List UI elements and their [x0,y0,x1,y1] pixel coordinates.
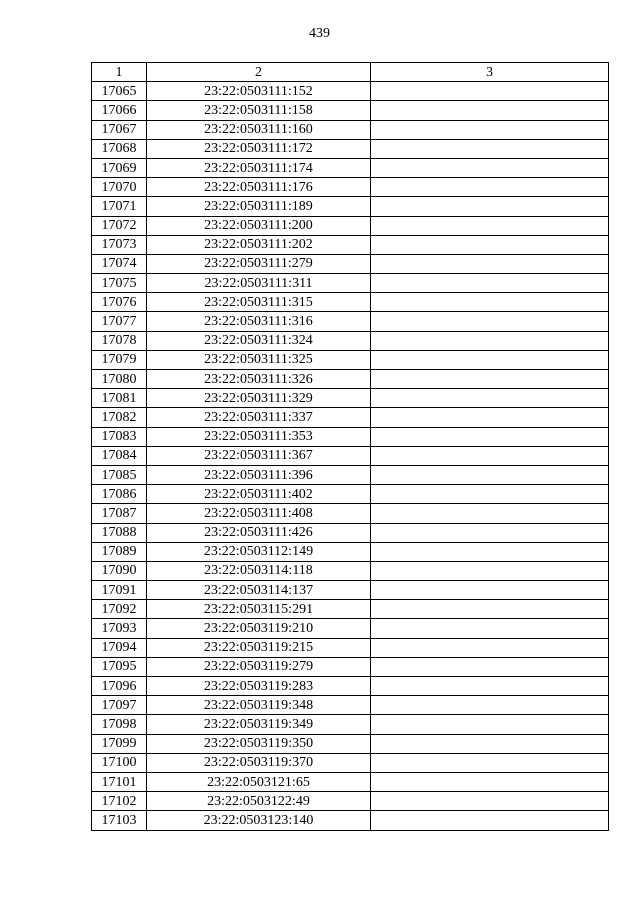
table-row [92,600,609,619]
cadastral-number-cell: 23:22:0503111:315 [147,293,371,312]
table-row [92,312,609,331]
note-cell [371,101,609,120]
note-cell [371,350,609,369]
row-number-cell: 17073 [92,235,147,254]
table-row [92,82,609,101]
row-number-cell: 17097 [92,696,147,715]
cadastral-number-cell: 23:22:0503119:349 [147,715,371,734]
row-number-cell: 17065 [92,82,147,101]
cadastral-number-cell: 23:22:0503115:291 [147,600,371,619]
table-row [92,120,609,139]
cadastral-number-cell: 23:22:0503123:140 [147,811,371,830]
table-row [92,389,609,408]
table-row [92,370,609,389]
note-cell [371,331,609,350]
table-row [92,216,609,235]
cadastral-number-cell: 23:22:0503119:283 [147,677,371,696]
cadastral-number-cell: 23:22:0503114:118 [147,561,371,580]
table-row [92,427,609,446]
note-cell [371,178,609,197]
table-row [92,485,609,504]
row-number-cell: 17066 [92,101,147,120]
table-row [92,696,609,715]
cadastral-number-cell: 23:22:0503111:325 [147,350,371,369]
note-cell [371,772,609,791]
table-row [92,542,609,561]
table-row [92,158,609,177]
cadastral-number-cell: 23:22:0503111:426 [147,523,371,542]
note-cell [371,158,609,177]
row-number-cell: 17098 [92,715,147,734]
table-row [92,197,609,216]
note-cell [371,465,609,484]
note-cell [371,792,609,811]
registry-table [91,62,609,831]
cadastral-number-cell: 23:22:0503119:370 [147,753,371,772]
page-number: 439 [309,26,330,41]
cadastral-number-cell: 23:22:0503111:402 [147,485,371,504]
cadastral-number-cell: 23:22:0503111:174 [147,158,371,177]
column-header-2: 2 [147,63,371,82]
row-number-cell: 17102 [92,792,147,811]
row-number-cell: 17076 [92,293,147,312]
table-row [92,465,609,484]
note-cell [371,581,609,600]
column-header-3: 3 [371,63,609,82]
cadastral-number-cell: 23:22:0503114:137 [147,581,371,600]
row-number-cell: 17072 [92,216,147,235]
column-header-1: 1 [92,63,147,82]
row-number-cell: 17103 [92,811,147,830]
cadastral-number-cell: 23:22:0503111:202 [147,235,371,254]
note-cell [371,254,609,273]
row-number-cell: 17074 [92,254,147,273]
row-number-cell: 17077 [92,312,147,331]
cadastral-number-cell: 23:22:0503111:152 [147,82,371,101]
cadastral-number-cell: 23:22:0503119:215 [147,638,371,657]
row-number-cell: 17081 [92,389,147,408]
cadastral-number-cell: 23:22:0503111:367 [147,446,371,465]
row-number-cell: 17075 [92,274,147,293]
cadastral-number-cell: 23:22:0503111:172 [147,139,371,158]
cadastral-number-cell: 23:22:0503111:337 [147,408,371,427]
row-number-cell: 17092 [92,600,147,619]
note-cell [371,235,609,254]
row-number-cell: 17100 [92,753,147,772]
row-number-cell: 17082 [92,408,147,427]
note-cell [371,274,609,293]
table-row [92,772,609,791]
table-row [92,254,609,273]
table-row [92,581,609,600]
cadastral-number-cell: 23:22:0503111:279 [147,254,371,273]
note-cell [371,427,609,446]
row-number-cell: 17084 [92,446,147,465]
cadastral-number-cell: 23:22:0503111:329 [147,389,371,408]
note-cell [371,753,609,772]
row-number-cell: 17089 [92,542,147,561]
note-cell [371,734,609,753]
table-row [92,178,609,197]
note-cell [371,485,609,504]
note-cell [371,312,609,331]
cadastral-number-cell: 23:22:0503111:189 [147,197,371,216]
note-cell [371,677,609,696]
cadastral-number-cell: 23:22:0503111:324 [147,331,371,350]
row-number-cell: 17067 [92,120,147,139]
table-row [92,753,609,772]
cadastral-number-cell: 23:22:0503119:279 [147,657,371,676]
table-row [92,408,609,427]
cadastral-number-cell: 23:22:0503119:348 [147,696,371,715]
row-number-cell: 17101 [92,772,147,791]
row-number-cell: 17099 [92,734,147,753]
note-cell [371,811,609,830]
row-number-cell: 17079 [92,350,147,369]
cadastral-number-cell: 23:22:0503111:176 [147,178,371,197]
row-number-cell: 17093 [92,619,147,638]
note-cell [371,657,609,676]
table-row [92,715,609,734]
cadastral-number-cell: 23:22:0503111:160 [147,120,371,139]
table-row [92,523,609,542]
header-row [92,63,609,82]
row-number-cell: 17069 [92,158,147,177]
cadastral-number-cell: 23:22:0503119:350 [147,734,371,753]
table-header [92,63,609,82]
table-row [92,677,609,696]
cadastral-number-cell: 23:22:0503111:326 [147,370,371,389]
table-body [92,82,609,830]
note-cell [371,389,609,408]
cadastral-number-cell: 23:22:0503111:158 [147,101,371,120]
note-cell [371,370,609,389]
table-row [92,504,609,523]
table-row [92,638,609,657]
note-cell [371,561,609,580]
cadastral-number-cell: 23:22:0503122:49 [147,792,371,811]
row-number-cell: 17078 [92,331,147,350]
table-row [92,139,609,158]
note-cell [371,408,609,427]
cadastral-number-cell: 23:22:0503111:396 [147,465,371,484]
table-row [92,446,609,465]
note-cell [371,600,609,619]
table-row [92,561,609,580]
cadastral-number-cell: 23:22:0503111:408 [147,504,371,523]
note-cell [371,446,609,465]
note-cell [371,216,609,235]
note-cell [371,120,609,139]
row-number-cell: 17090 [92,561,147,580]
cadastral-number-cell: 23:22:0503111:311 [147,274,371,293]
row-number-cell: 17068 [92,139,147,158]
row-number-cell: 17096 [92,677,147,696]
cadastral-number-cell: 23:22:0503119:210 [147,619,371,638]
table-row [92,619,609,638]
table-row [92,101,609,120]
note-cell [371,696,609,715]
table-row [92,274,609,293]
note-cell [371,523,609,542]
note-cell [371,82,609,101]
row-number-cell: 17088 [92,523,147,542]
note-cell [371,293,609,312]
row-number-cell: 17070 [92,178,147,197]
cadastral-number-cell: 23:22:0503111:200 [147,216,371,235]
cadastral-number-cell: 23:22:0503121:65 [147,772,371,791]
note-cell [371,504,609,523]
table-row [92,350,609,369]
note-cell [371,619,609,638]
table-row [92,293,609,312]
note-cell [371,715,609,734]
row-number-cell: 17087 [92,504,147,523]
table-row [92,792,609,811]
note-cell [371,542,609,561]
table-row [92,331,609,350]
table-row [92,235,609,254]
cadastral-number-cell: 23:22:0503111:353 [147,427,371,446]
row-number-cell: 17071 [92,197,147,216]
row-number-cell: 17080 [92,370,147,389]
table-row [92,734,609,753]
cadastral-number-cell: 23:22:0503111:316 [147,312,371,331]
table-row [92,657,609,676]
note-cell [371,139,609,158]
row-number-cell: 17085 [92,465,147,484]
row-number-cell: 17083 [92,427,147,446]
row-number-cell: 17091 [92,581,147,600]
row-number-cell: 17095 [92,657,147,676]
table-row [92,811,609,830]
cadastral-number-cell: 23:22:0503112:149 [147,542,371,561]
note-cell [371,197,609,216]
row-number-cell: 17094 [92,638,147,657]
note-cell [371,638,609,657]
row-number-cell: 17086 [92,485,147,504]
